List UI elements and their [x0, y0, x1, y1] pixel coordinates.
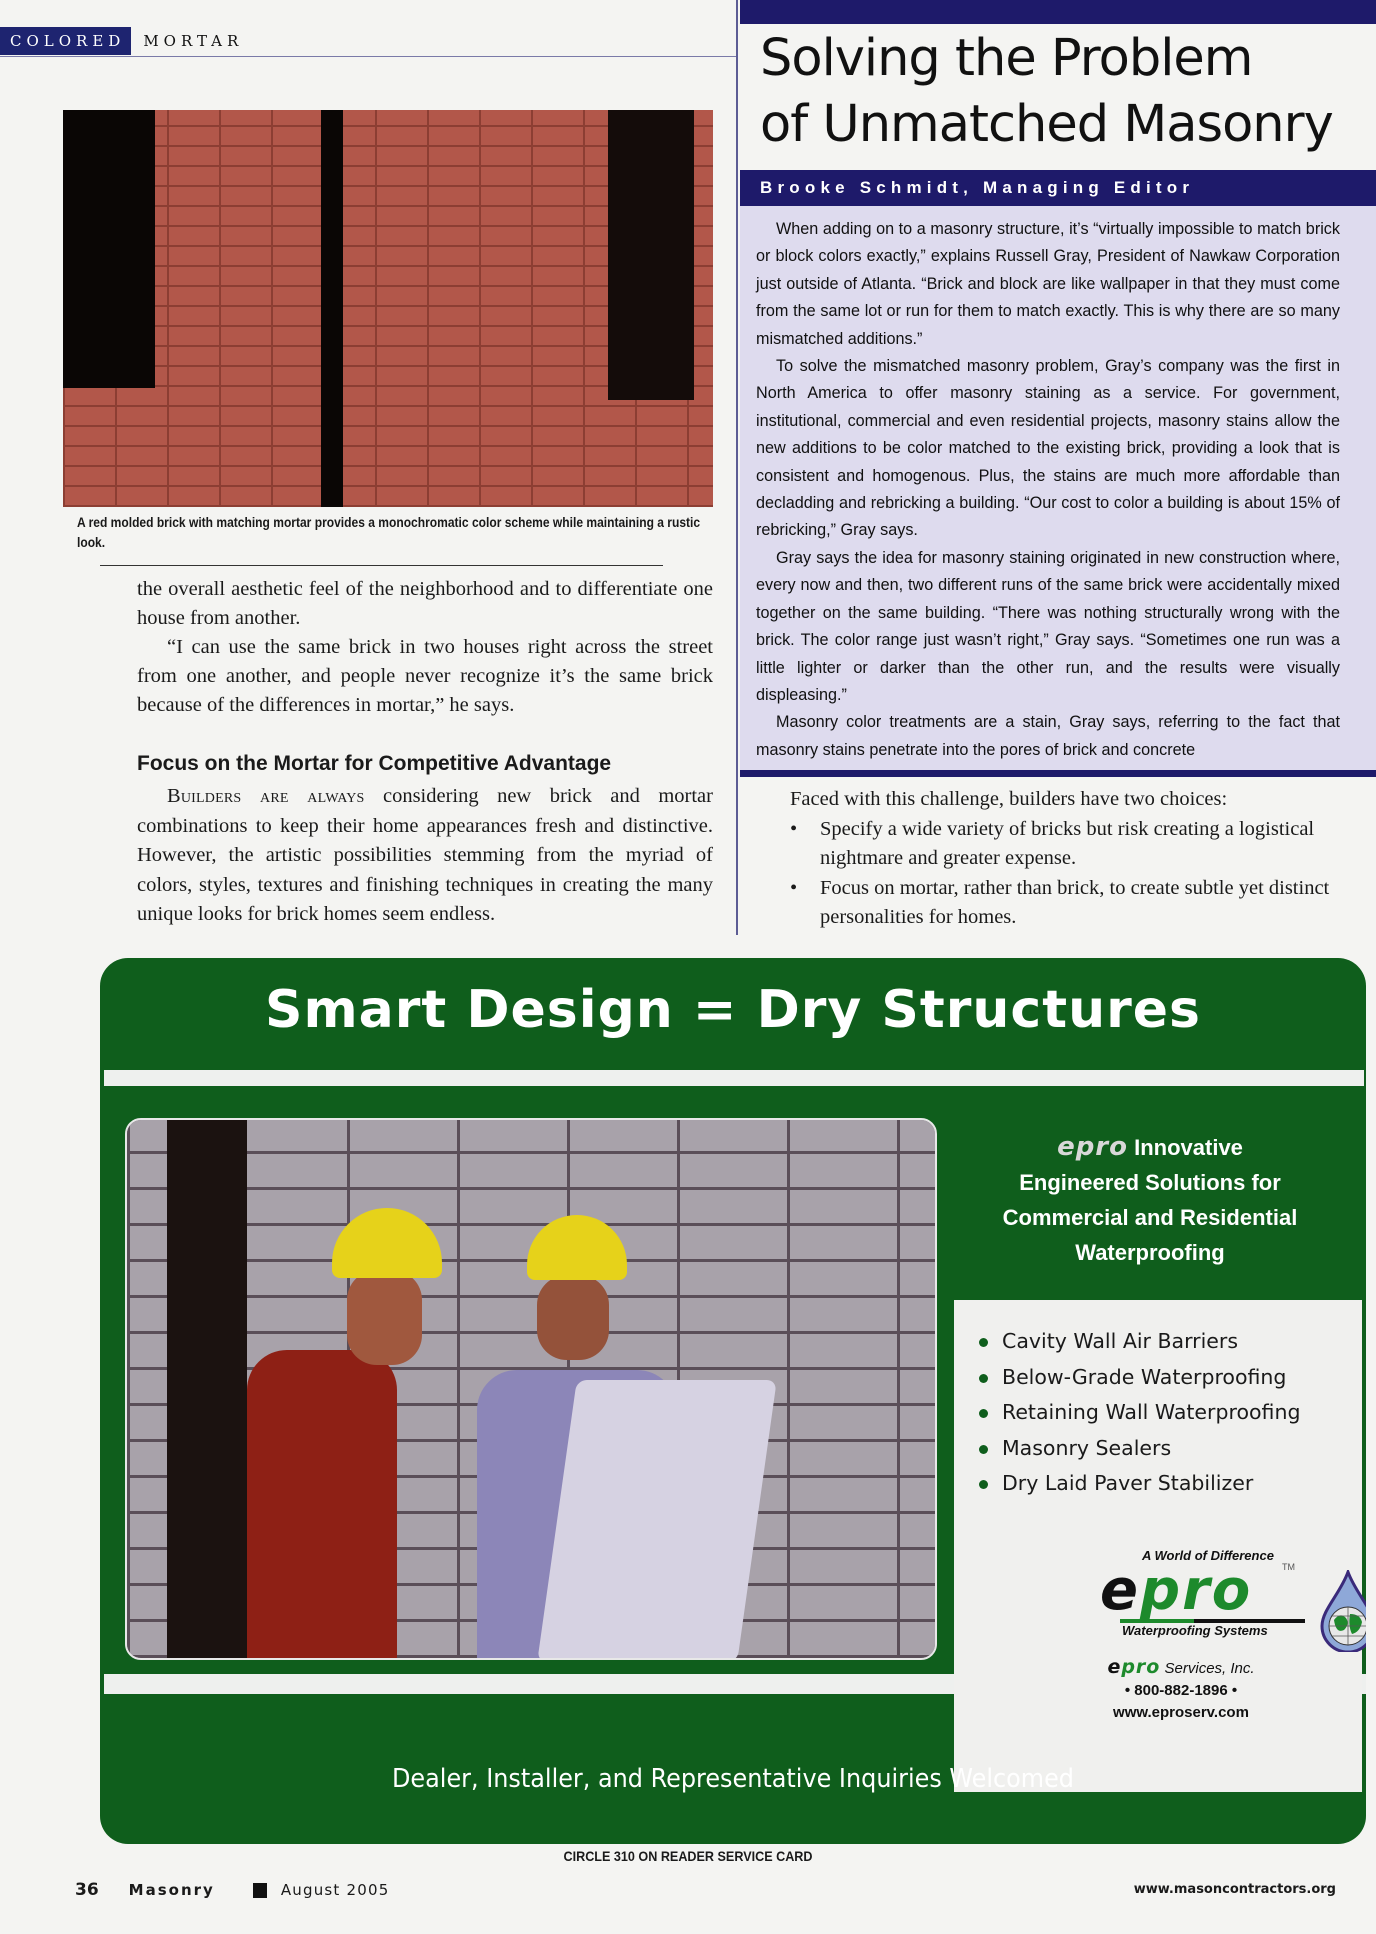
- logo-pro: pro: [1139, 1558, 1253, 1623]
- page-footer: [75, 1880, 389, 1900]
- list-item: • Specify a wide variety of bricks but risk creating a logistical nightmare and greater expense.: [790, 815, 1350, 874]
- issue-date: August 2005: [280, 1881, 390, 1899]
- list-item: • Focus on mortar, rather than brick, to create subtle yet distinct personalities for homes.: [790, 874, 1350, 933]
- caption-divider: [100, 565, 663, 566]
- worker-red-shirt: [247, 1350, 397, 1660]
- paragraph: “I can use the same brick in two houses right across the street from one another, and people never recognize it’s the same brick because of the differences in mortar,” he says.: [137, 636, 713, 716]
- feature-item: Masonry Sealers: [977, 1431, 1300, 1467]
- subheading: Focus on the Mortar for Competitive Advantage: [137, 752, 612, 775]
- logo-tagline: A World of Difference: [1142, 1548, 1274, 1563]
- paragraph: considering new brick and mortar combinations to keep their home appearances fresh and distinctive. However, the artistic possibilities stemming from the myriad of colors, styles, textures and finishing techniques in creating the many unique looks for brick homes seem endless.: [137, 785, 713, 925]
- sidebar-top-bar: [740, 0, 1376, 24]
- section-rule: [0, 56, 736, 57]
- sidebar-box: [740, 206, 1376, 770]
- feature-item: Below-Grade Waterproofing: [977, 1360, 1300, 1396]
- logo-e: e: [1107, 1656, 1122, 1678]
- column-divider: [736, 0, 738, 935]
- square-bullet-icon: [253, 1883, 267, 1898]
- epro-advertisement: [100, 958, 1366, 1844]
- logo-pro: pro: [1121, 1656, 1161, 1678]
- ad-title: Smart Design = Dry Structures: [265, 980, 1201, 1040]
- tagline-line: Waterproofing: [1075, 1240, 1225, 1265]
- feature-item: Dry Laid Paver Stabilizer: [977, 1466, 1300, 1502]
- feature-item: Retaining Wall Waterproofing: [977, 1395, 1300, 1431]
- byline: Brooke Schmidt, Managing Editor: [760, 178, 1195, 197]
- right-body-text: [790, 785, 1350, 933]
- section-header: [0, 26, 243, 56]
- company-website: www.eproserv.com: [1113, 1704, 1249, 1721]
- left-body-text: [137, 575, 713, 720]
- ad-tagline: [950, 1130, 1350, 1270]
- choices-list: [790, 815, 1350, 933]
- section-word: MORTAR: [143, 32, 244, 50]
- trademark: TM: [1282, 1562, 1295, 1572]
- lead-in: Builders are always: [167, 785, 365, 807]
- phone-number: • 800-882-1896 •: [1124, 1682, 1238, 1699]
- logo-subtitle: Waterproofing Systems: [1122, 1623, 1268, 1638]
- choices-intro: Faced with this challenge, builders have two choices:: [790, 788, 1228, 810]
- brick-wall-photo: [63, 110, 713, 507]
- sidebar-paragraph: Masonry color treatments are a stain, Gray says, referring to the fact that masonry stains penetrate into the pores of brick and concrete: [756, 713, 1340, 759]
- sidebar-paragraph: Gray says the idea for masonry staining originated in new construction where, every now and then, two different runs of the same brick were accidentally mixed together on the same building. “There was nothing structurally wrong with the brick. The color range just wasn’t right,” Gray says. “Sometimes one run was a little lighter or darker than the other run, and the results were visually displeasing.”: [756, 548, 1340, 704]
- wall-gap: [321, 110, 343, 507]
- feature-list: [977, 1324, 1300, 1502]
- tagline-text: Innovative: [1128, 1135, 1243, 1160]
- section-tag: COLORED: [0, 27, 131, 55]
- company-info: [1000, 1656, 1362, 1724]
- worker-head: [537, 1275, 609, 1360]
- ad-footer-text: Dealer, Installer, and Representative Inquiries Welcomed: [392, 1764, 1074, 1794]
- feature-item: Cavity Wall Air Barriers: [977, 1324, 1300, 1360]
- globe-drop-icon: [1320, 1570, 1366, 1652]
- sidebar-paragraph: When adding on to a masonry structure, it’s “virtually impossible to match brick or block colors exactly,” explains Russell Gray, President of Nawkaw Corporation just outside of Atlanta. “Brick and block are like wallpaper in that they must come from the same lot or run for them to match exactly. This is why there are so many mismatched additions.”: [756, 220, 1340, 348]
- footer-website: www.masoncontractors.org: [1133, 1882, 1336, 1897]
- left-body-text-2: [137, 782, 713, 930]
- magazine-name: Masonry: [128, 1881, 215, 1899]
- headline-line-2: of Unmatched Masonry: [760, 95, 1333, 154]
- tagline-line: Commercial and Residential: [1002, 1205, 1298, 1230]
- photo-caption: A red molded brick with matching mortar provides a monochromatic color scheme while maintaining a rustic look.: [77, 514, 701, 550]
- workers-photo: [125, 1118, 937, 1660]
- page-number: 36: [75, 1880, 99, 1900]
- company-name: Services, Inc.: [1160, 1660, 1255, 1677]
- scaffold-pole: [167, 1120, 247, 1660]
- worker-head: [347, 1270, 422, 1365]
- epro-brand-mark: [1107, 1656, 1160, 1678]
- sidebar-bottom-bar: [740, 770, 1376, 777]
- epro-brand-mark: epro: [1057, 1132, 1128, 1162]
- window-shadow-left: [63, 110, 155, 388]
- reader-service-note: CIRCLE 310 ON READER SERVICE CARD: [563, 1848, 813, 1864]
- headline-line-1: Solving the Problem: [760, 29, 1253, 88]
- blueprint-roll: [537, 1380, 777, 1660]
- logo-e: e: [1100, 1558, 1140, 1623]
- sidebar-headline: [760, 26, 1333, 158]
- tagline-line: Engineered Solutions for: [1019, 1170, 1281, 1195]
- byline-bar: [740, 170, 1376, 206]
- sidebar-paragraph: To solve the mismatched masonry problem, Gray’s company was the first in North America to offer masonry staining as a service. For government, institutional, commercial and even residential projects, masonry stains allow the new additions to be color matched to the existing brick, providing a look that is consistent and homogenous. Plus, the stains are much more affordable than decladding and rebricking a building. “Our cost to color a building is about 15% of rebricking,” Gray says.: [756, 357, 1340, 540]
- ad-divider-strip: [104, 1070, 1364, 1086]
- shutter-right: [608, 110, 694, 400]
- paragraph: the overall aesthetic feel of the neighborhood and to differentiate one house from another.: [137, 578, 713, 629]
